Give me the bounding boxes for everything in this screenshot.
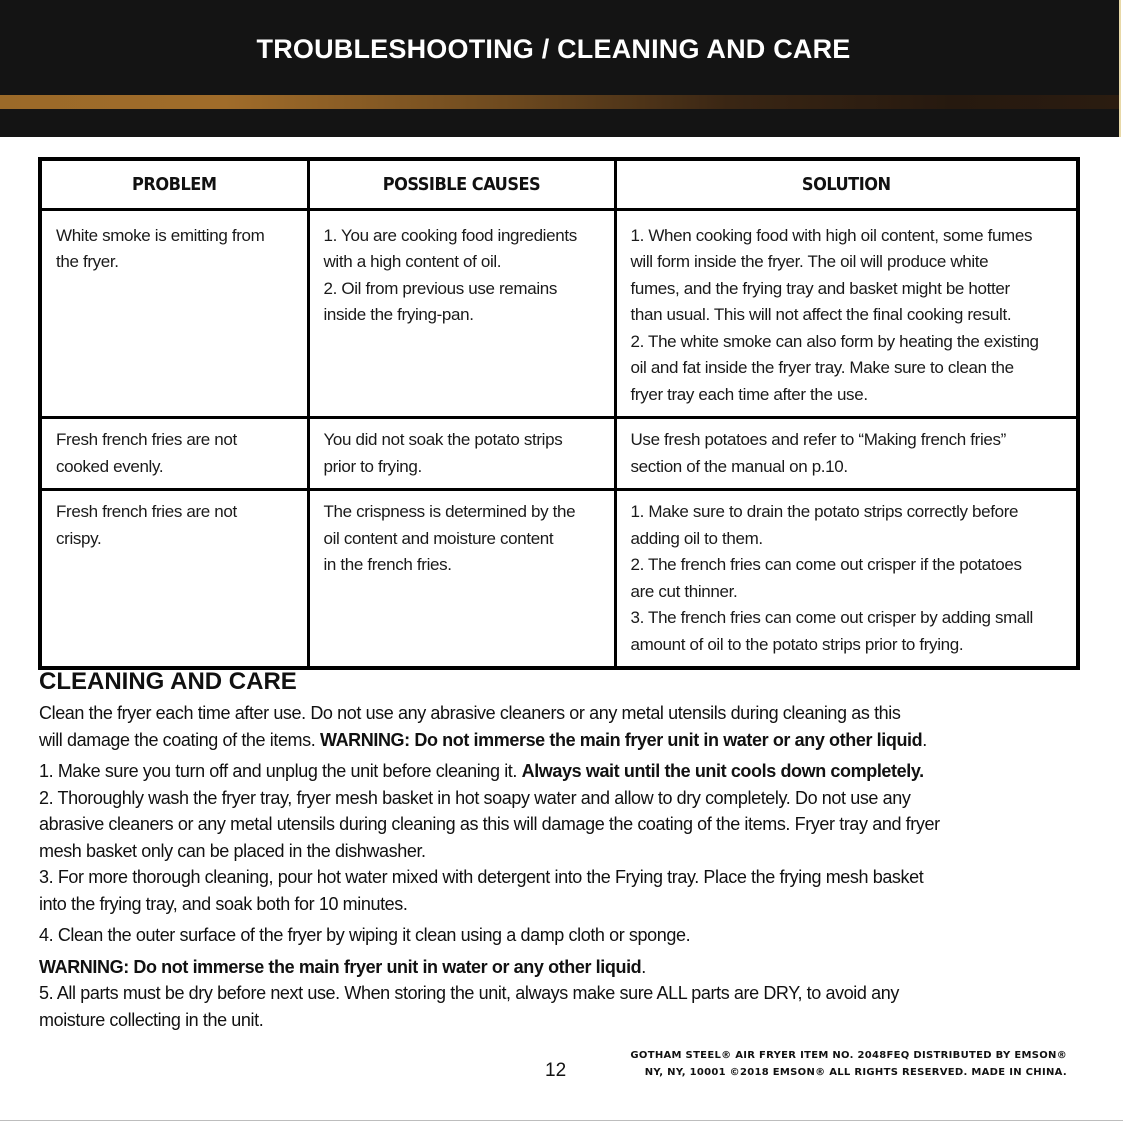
cell-line: are cut thinner. [630, 581, 738, 601]
troubleshooting-table [38, 157, 1080, 670]
causes-cell [308, 418, 615, 490]
warning-period: . [641, 956, 646, 977]
cell-line: adding oil to them. [630, 528, 763, 548]
warning-line [39, 954, 1099, 981]
cell-line: section of the manual on p.10. [630, 456, 848, 476]
cell-line: in the french fries. [323, 555, 452, 574]
cleaning-steps [39, 758, 1099, 917]
page-number: 12 [545, 1060, 567, 1081]
cell-line: oil and fat inside the fryer tray. Make sure to clean the [630, 358, 1014, 377]
cell-line: The crispness is determined by the [323, 502, 576, 521]
step-3-line: into the frying tray, and soak both for 10 minutes. [39, 893, 408, 914]
problem-cell [40, 418, 308, 490]
step-3-line: 3. For more thorough cleaning, pour hot water mixed with detergent into the Frying tray. Place the frying mesh basket [39, 867, 924, 887]
header-accent-stripe [0, 95, 1120, 109]
cell-line: than usual. This will not affect the final cooking result. [630, 305, 1012, 324]
cell-line: will form inside the fryer. The oil will produce white [630, 252, 989, 271]
page-title: TROUBLESHOOTING / CLEANING AND CARE [256, 34, 851, 64]
intro-warning: WARNING: Do not immerse the main fryer unit in water or any other liquid [319, 729, 923, 750]
cell-line: fryer tray each time after the use. [630, 384, 868, 404]
cell-line: amount of oil to the potato strips prior to frying. [630, 634, 964, 654]
step-1-text: 1. Make sure you turn off and unplug the unit before cleaning it. [39, 761, 522, 781]
step-4-line: 4. Clean the outer surface of the fryer by wiping it clean using a damp cloth or sponge. [39, 925, 691, 945]
cell-line: with a high content of oil. [323, 252, 502, 271]
warning-text: WARNING: Do not immerse the main fryer unit in water or any other liquid [39, 956, 642, 977]
intro-text: will damage the coating of the items. [39, 729, 320, 750]
intro-line [39, 727, 1099, 754]
table-row [40, 418, 1078, 490]
cell-line: You did not soak the potato strips [323, 430, 563, 449]
cleaning-title: CLEANING AND CARE [39, 668, 297, 695]
header-problem: PROBLEM [40, 159, 308, 209]
cell-line: cooked evenly. [56, 456, 164, 476]
causes-cell [308, 490, 615, 669]
cell-line: inside the frying-pan. [323, 305, 474, 324]
header-solution: SOLUTION [615, 159, 1078, 209]
cell-line: 2. The french fries can come out crisper if the potatoes [630, 555, 1022, 574]
cell-line: crispy. [56, 528, 102, 548]
problem-cell [40, 490, 308, 669]
intro-line: Clean the fryer each time after use. Do not use any abrasive cleaners or any metal utensils during cleaning as this [39, 703, 901, 723]
cleaning-step-4 [39, 922, 1099, 949]
intro-period: . [922, 729, 927, 750]
page-header [0, 0, 1120, 137]
cell-line: Fresh french fries are not [56, 430, 237, 449]
footer-credit [630, 1047, 1067, 1081]
solution-cell [615, 490, 1078, 669]
cell-line: the fryer. [56, 252, 119, 271]
cell-line: Use fresh potatoes and refer to “Making french fries” [630, 430, 1006, 449]
step-2-line: abrasive cleaners or any metal utensils during cleaning as this will damage the coating of the items. Fryer tray and fryer [39, 814, 940, 834]
cell-line: Fresh french fries are not [56, 502, 237, 521]
cleaning-intro [39, 700, 1099, 753]
solution-cell [615, 418, 1078, 490]
cell-line: White smoke is emitting from [56, 225, 265, 245]
step-5-line: 5. All parts must be dry before next use. When storing the unit, always make sure ALL parts are DRY, to avoid any [39, 983, 899, 1003]
cell-line: 2. Oil from previous use remains [323, 278, 557, 298]
table-row [40, 209, 1078, 418]
problem-cell [40, 209, 308, 418]
table-row [40, 490, 1078, 669]
cell-line: fumes, and the frying tray and basket might be hotter [630, 278, 1010, 298]
step-5-line: moisture collecting in the unit. [39, 1009, 264, 1030]
credit-line: NY, NY, 10001 ©2018 EMSON® ALL RIGHTS RESERVED. MADE IN CHINA. [644, 1067, 1067, 1078]
cell-line: 2. The white smoke can also form by heating the existing [630, 331, 1039, 351]
solution-cell [615, 209, 1078, 418]
cell-line: 1. Make sure to drain the potato strips correctly before [630, 502, 1019, 521]
step-1 [39, 758, 1099, 785]
causes-cell [308, 209, 615, 418]
header-possible-causes: POSSIBLE CAUSES [308, 159, 615, 209]
cleaning-final [39, 954, 1099, 1034]
cleaning-section [39, 668, 1099, 1033]
cell-line: oil content and moisture content [323, 528, 554, 548]
step-2-line: 2. Thoroughly wash the fryer tray, fryer mesh basket in hot soapy water and allow to dry completely. Do not use any [39, 787, 911, 808]
cell-line: 1. When cooking food with high oil content, some fumes [630, 225, 1033, 245]
cell-line: prior to frying. [323, 456, 422, 476]
cell-line: 1. You are cooking food ingredients [323, 225, 577, 245]
table-header-row [40, 159, 1078, 209]
step-1-emphasis: Always wait until the unit cools down completely. [521, 761, 924, 781]
bottom-divider [0, 1120, 1123, 1121]
credit-line: GOTHAM STEEL® AIR FRYER ITEM NO. 2048FEQ DISTRIBUTED BY EMSON® [630, 1050, 1067, 1061]
header-edge-rule [1119, 0, 1121, 137]
step-2-line: mesh basket only can be placed in the dishwasher. [39, 840, 426, 861]
cell-line: 3. The french fries can come out crisper by adding small [630, 608, 1033, 627]
